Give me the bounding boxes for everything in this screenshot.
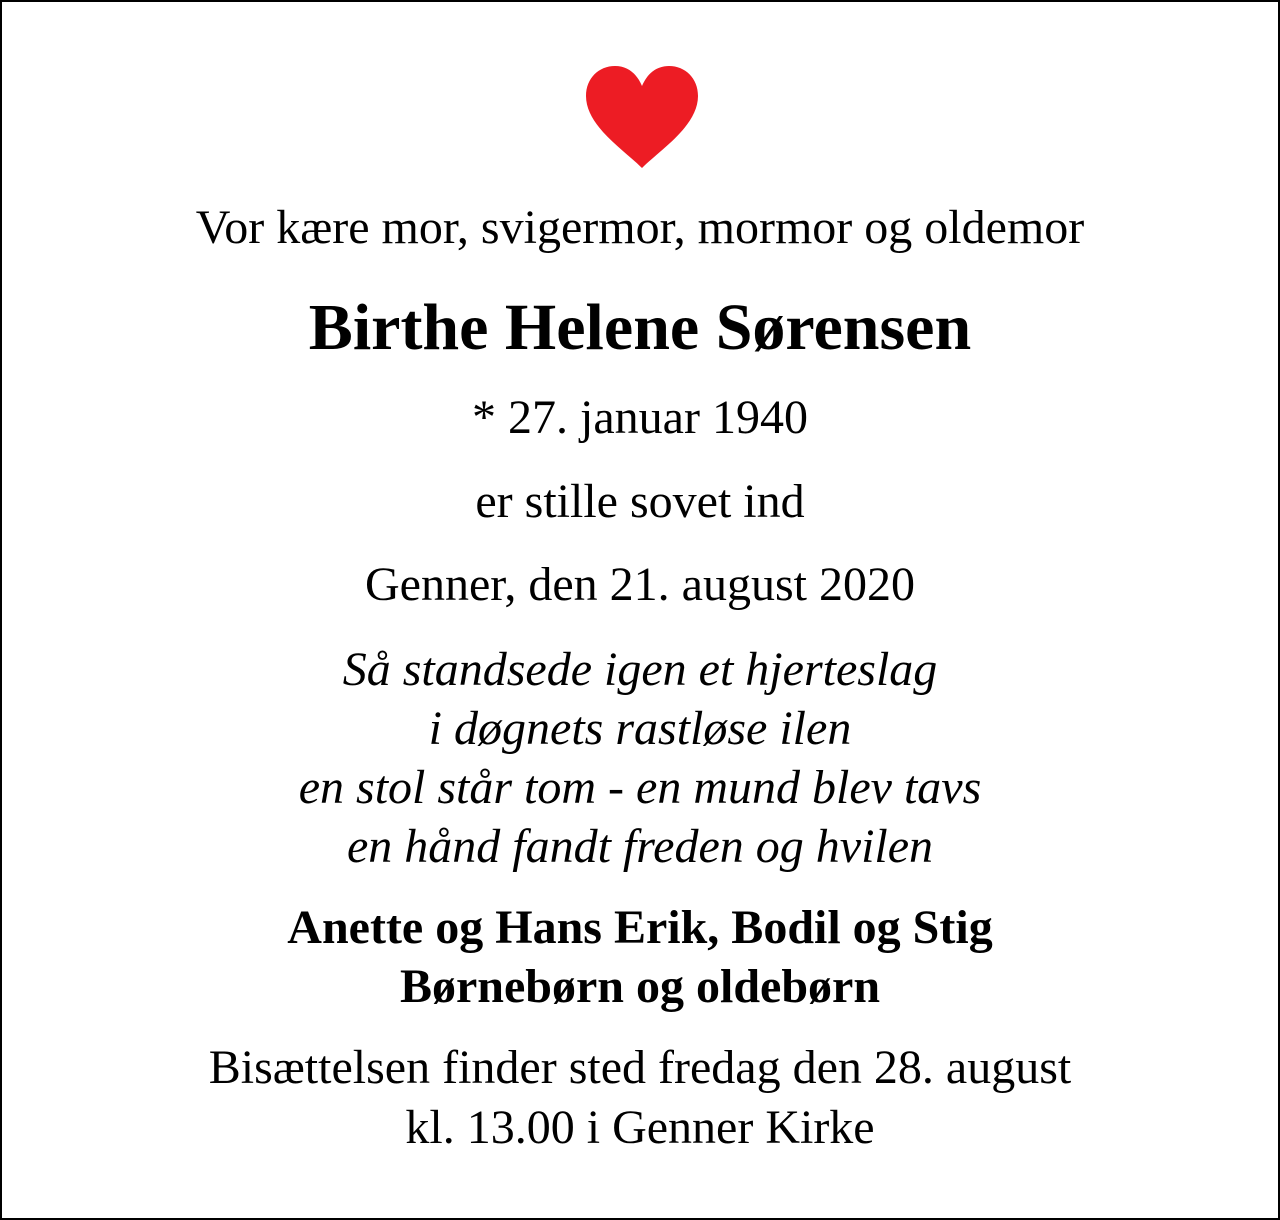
passing-line: er stille sovet ind <box>475 475 805 528</box>
verse-line: en hånd fandt freden og hvilen <box>346 820 934 873</box>
family-signature <box>2 898 1278 1016</box>
intro-line: Vor kære mor, svigermor, mormor og oldemor <box>195 201 1085 254</box>
funeral-info <box>2 1038 1278 1158</box>
memorial-verse <box>2 640 1278 876</box>
place-and-date: Genner, den 21. august 2020 <box>365 558 915 611</box>
family-line: Børnebørn og oldebørn <box>399 960 881 1013</box>
birth-date: * 27. januar 1940 <box>472 391 808 444</box>
verse-line: en stol står tom - en mund blev tavs <box>298 761 982 814</box>
deceased-name: Birthe Helene Sørensen <box>308 291 972 364</box>
heart-icon <box>584 64 700 170</box>
family-line: Anette og Hans Erik, Bodil og Stig <box>287 901 993 954</box>
funeral-line: kl. 13.00 i Genner Kirke <box>405 1101 875 1154</box>
verse-line: Så standsede igen et hjerteslag <box>342 643 938 696</box>
funeral-line: Bisættelsen finder sted fredag den 28. august <box>208 1041 1072 1094</box>
verse-line: i døgnets rastløse ilen <box>428 702 852 755</box>
